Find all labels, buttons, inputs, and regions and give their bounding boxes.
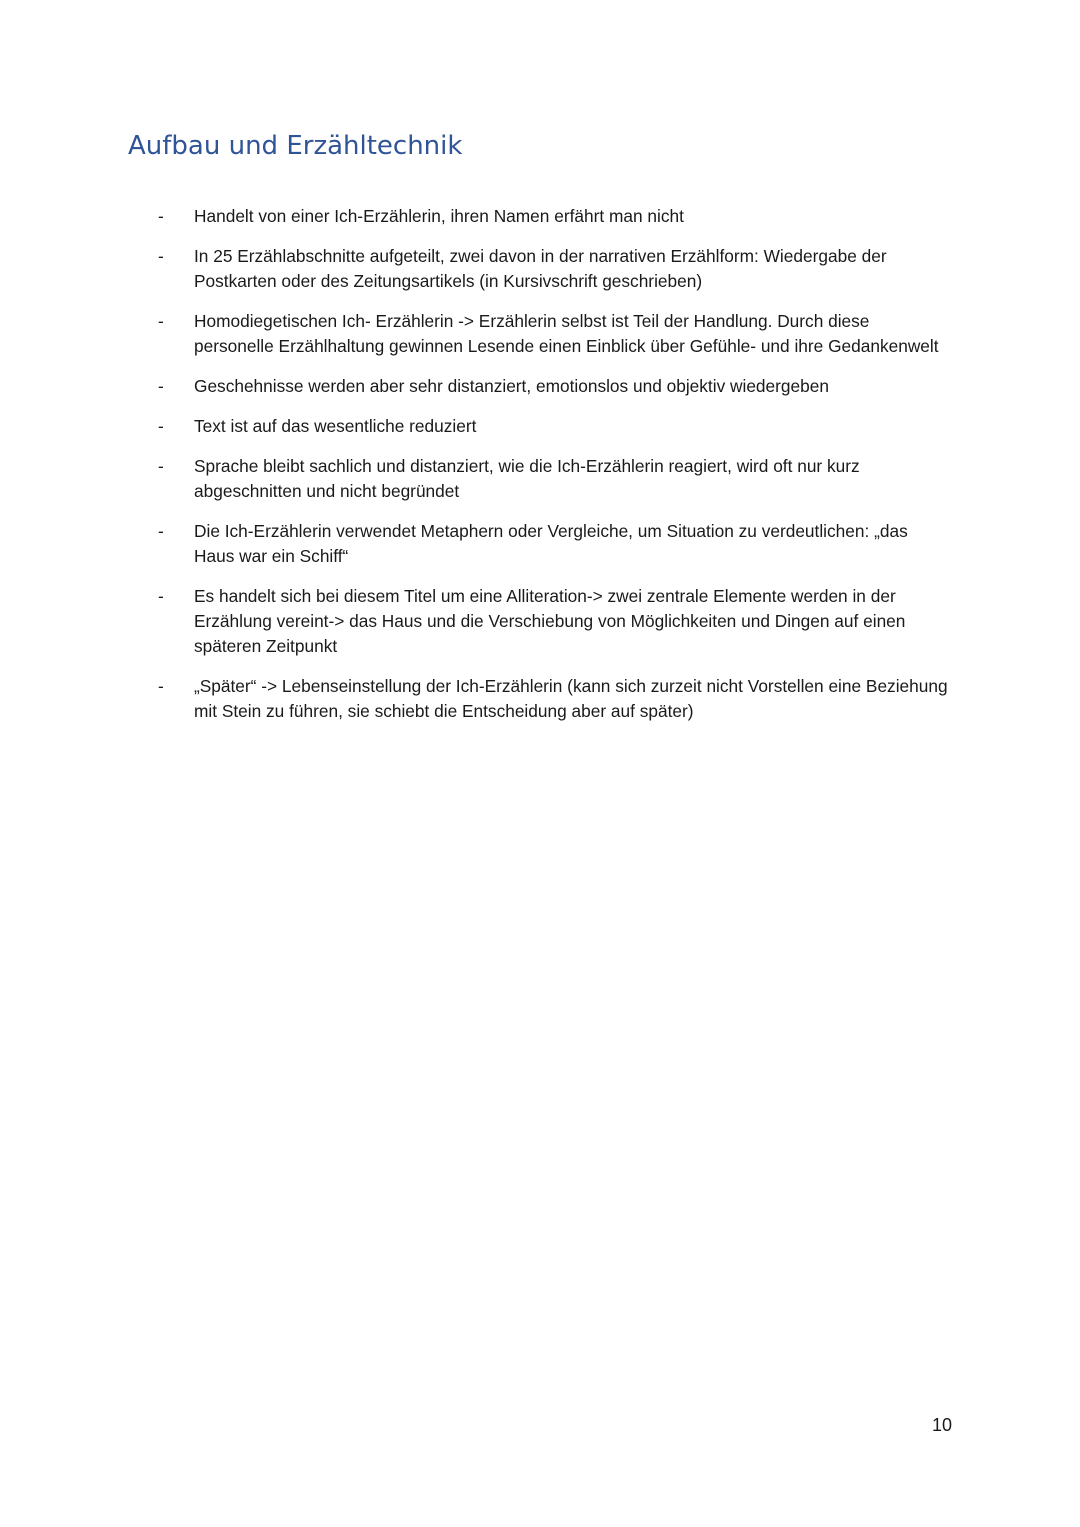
section-heading: Aufbau und Erzähltechnik (128, 131, 463, 161)
list-item (152, 204, 952, 229)
list-item (152, 674, 952, 724)
list-item-text: Es handelt sich bei diesem Titel um eine Alliteration-> zwei zentrale Elemente werden in der Erzählung vereint-> das Haus und die Verschiebung von Möglichkeiten und Dingen auf einen späteren Zeitpunkt (194, 586, 906, 656)
list-item (152, 309, 952, 359)
list-item (152, 244, 952, 294)
bullet-dash: - (158, 586, 164, 606)
bullet-dash: - (158, 206, 164, 226)
bullet-dash: - (158, 676, 164, 696)
list-item-text: „Später“ -> Lebenseinstellung der Ich-Erzählerin (kann sich zurzeit nicht Vorstellen eine Beziehung mit Stein zu führen, sie schiebt die Entscheidung aber auf später) (194, 676, 948, 721)
list-item (152, 374, 952, 399)
list-item-text: Handelt von einer Ich-Erzählerin, ihren Namen erfährt man nicht (194, 206, 684, 226)
page-number: 10 (931, 1415, 952, 1435)
list-item (152, 584, 952, 659)
list-item-text: Die Ich-Erzählerin verwendet Metaphern oder Vergleiche, um Situation zu verdeutlichen: „das Haus war ein Schiff“ (194, 521, 908, 566)
list-item-text: In 25 Erzählabschnitte aufgeteilt, zwei davon in der narrativen Erzählform: Wiedergabe der Postkarten oder des Zeitungsartikels (in Kursivschrift geschrieben) (194, 246, 887, 291)
list-item-text: Sprache bleibt sachlich und distanziert, wie die Ich-Erzählerin reagiert, wird oft nur kurz abgeschnitten und nicht begründet (194, 456, 860, 501)
list-item (152, 454, 952, 504)
bullet-dash: - (158, 416, 164, 436)
list-item (152, 414, 952, 439)
list-item-text: Homodiegetischen Ich- Erzählerin -> Erzählerin selbst ist Teil der Handlung. Durch diese personelle Erzählhaltung gewinnen Lesende einen Einblick über Gefühle- und ihre Gedankenwelt (194, 311, 939, 356)
bullet-list (152, 204, 952, 739)
bullet-dash: - (158, 311, 164, 331)
bullet-dash: - (158, 246, 164, 266)
list-item-text: Geschehnisse werden aber sehr distanziert, emotionslos und objektiv wiedergeben (194, 376, 829, 396)
bullet-dash: - (158, 376, 164, 396)
list-item-text: Text ist auf das wesentliche reduziert (194, 416, 477, 436)
bullet-dash: - (158, 521, 164, 541)
bullet-dash: - (158, 456, 164, 476)
list-item (152, 519, 952, 569)
